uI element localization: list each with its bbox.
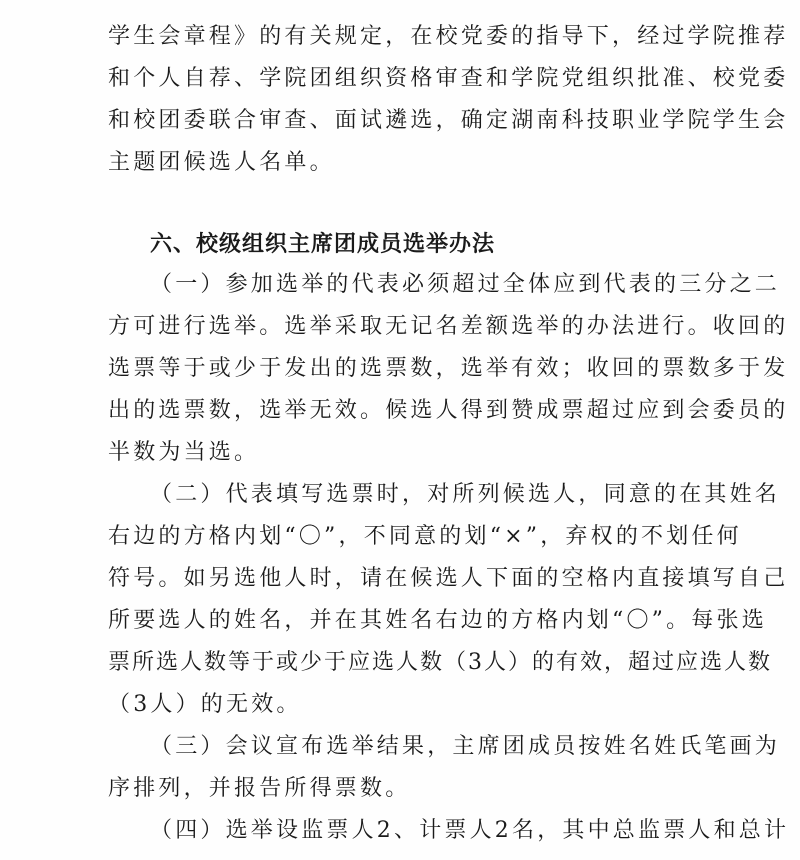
paragraph-line: 半数为当选。 [108, 440, 260, 465]
paragraph-line: （二）代表填写选票时，对所列候选人，同意的在其姓名 [150, 482, 781, 507]
paragraph-line: 符号。如另选他人时，请在候选人下面的空格内直接填写自己 [108, 566, 789, 591]
body-text-line: 主题团候选人名单。 [108, 150, 335, 175]
paragraph-line: （四）选举设监票人2、计票人2名，其中总监票人和总计 [150, 818, 790, 843]
paragraph-line: （三）会议宣布选举结果，主席团成员按姓名姓氏笔画为 [150, 734, 781, 759]
paragraph-line: 序排列，并报告所得票数。 [108, 776, 411, 801]
body-text-line: 和校团委联合审查、面试遴选，确定湖南科技职业学院学生会 [108, 108, 789, 133]
paragraph-line: （3人）的无效。 [108, 692, 302, 717]
body-text-line: 学生会章程》的有关规定，在校党委的指导下，经过学院推荐 [108, 24, 789, 49]
paragraph-line: 右边的方格内划“〇”，不同意的划“×”，弃权的不划任何 [108, 524, 742, 549]
paragraph-line: 票所选人数等于或少于应选人数（3人）的有效，超过应选人数 [108, 650, 772, 675]
paragraph-line: （一）参加选举的代表必须超过全体应到代表的三分之二 [150, 272, 781, 297]
body-text-line: 和个人自荐、学院团组织资格审查和学院党组织批准、校党委 [108, 66, 789, 91]
section-heading: 六、校级组织主席团成员选举办法 [150, 232, 496, 257]
paragraph-line: 出的选票数，选举无效。候选人得到赞成票超过应到会委员的 [108, 398, 789, 423]
paragraph-line: 所要选人的姓名，并在其姓名右边的方格内划“〇”。每张选 [108, 608, 767, 633]
paragraph-line: 选票等于或少于发出的选票数，选举有效；收回的票数多于发 [108, 356, 789, 381]
paragraph-line: 方可进行选举。选举采取无记名差额选举的办法进行。收回的 [108, 314, 789, 339]
